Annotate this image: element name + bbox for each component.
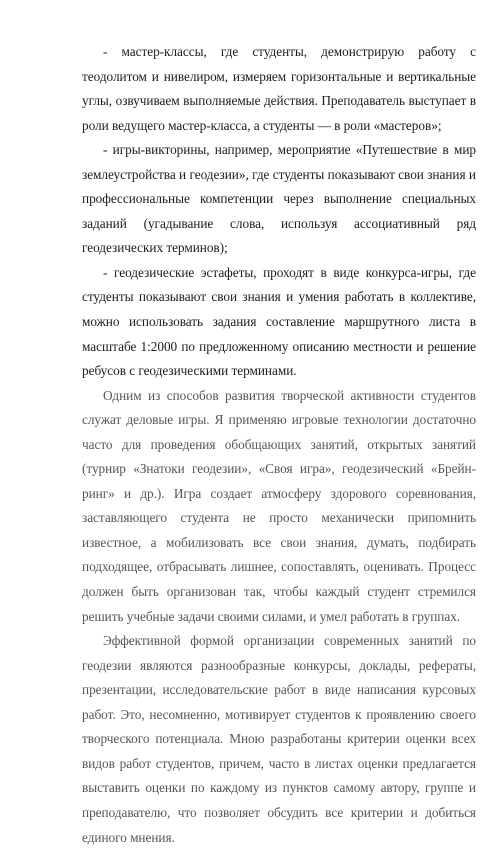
paragraph-quiz-games: - игры-викторины, например, мероприятие «Путешествие в мир землеустройства и геодезии», где студенты показывают свои знания и профессиональные компетенции через выполнение специальных заданий (угадывание слова, используя ассоциативный ряд геодезических терминов); xyxy=(82,142,476,256)
paragraph-geodetic-relays: - геодезические эстафеты, проходят в виде конкурса-игры, где студенты показывают свои знания и умения работать в коллективе, можно использовать задания составление маршрутного листа в масштабе 1:2000 по предложенному описанию местности и решение ребусов с геодезическими терминами. xyxy=(82,264,476,379)
paragraph-business-games: Одним из способов развития творческой активности студентов служат деловые игры. Я применяю игровые технологии достаточно часто для проведения обобщающих занятий, открытых занятий (турнир «Знатоки геодезии», «Своя игра», геодезический «Брейн-ринг» и др.). Игра создает атмосферу здорового соревнования, заставляющего студента не просто механически припомнить известное, а мобилизовать все свои знания, думать, подбирать подходящее, отбрасывать лишнее, сопоставлять, оценивать. Процесс должен быть организован так, чтобы каждый студент стремился решить учебные задачи своими силами, и умел работать в группах. xyxy=(82,387,476,624)
paragraph-master-classes: - мастер-классы, где студенты, демонстрирую работу с теодолитом и нивелиром, измеряем горизонтальные и вертикальные углы, озвучиваем выполняемые действия. Преподаватель выступает в роли ведущего мастер-класса, а студенты — в роли «мастеров»; xyxy=(82,44,476,133)
paragraph-effective-forms: Эффективной формой организации современных занятий по геодезии являются разнообразные конкурсы, доклады, рефераты, презентации, исследовательские работ в виде написания курсовых работ. Это, несомненно, мотивирует студентов к проявлению своего творческого потенциала. Мною разработаны критерии оценки всех видов работ студентов, причем, часто в листах оценки предлагается выставить оценки по каждому из пунктов самому автору, группе и преподавателю, что позволяет обсудить все критерии и добиться единого мнения. xyxy=(82,633,476,845)
